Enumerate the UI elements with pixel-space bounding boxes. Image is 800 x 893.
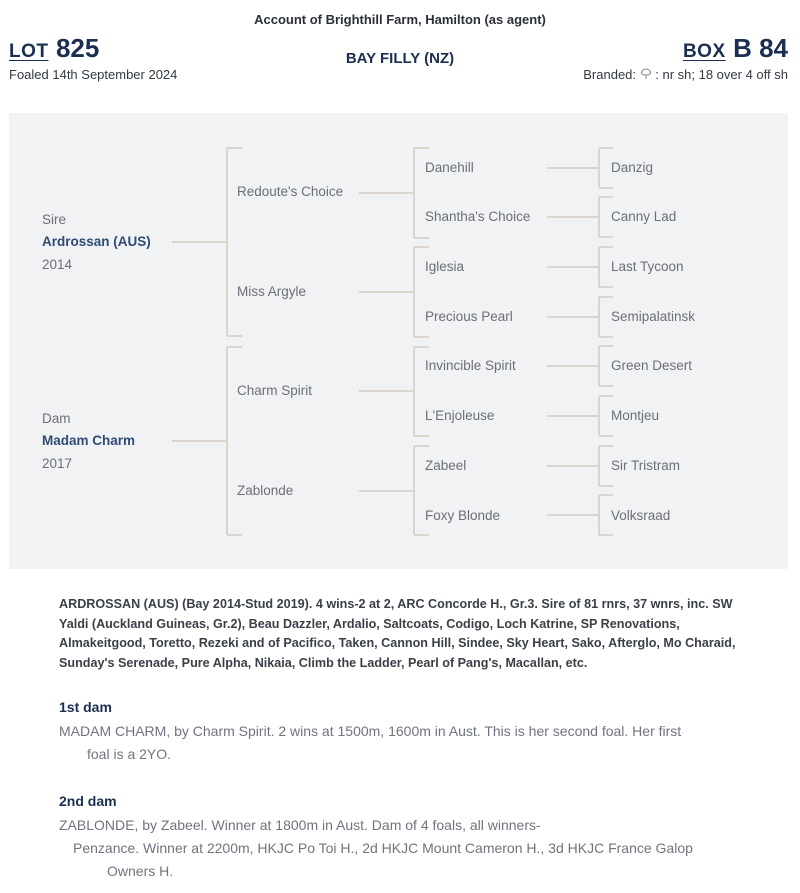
- first-dam-text: [59, 720, 681, 766]
- gen3-name: Iglesia: [425, 259, 465, 274]
- gen4-name: Semipalatinsk: [611, 309, 696, 324]
- pedigree-bracket-lines: [9, 113, 788, 569]
- sire-summary: ARDROSSAN (AUS) (Bay 2014-Stud 2019). 4 wins-2 at 2, ARC Concorde H., Gr.3. Sire of 81 rnrs, 37 wnrs, inc. SW Yaldi (Auckland Guineas, Gr.2), Beau Dazzler, Ardalio, Saltcoats, Codigo, Loch Katrine, SP Renovations, Almakeitgood, Toretto, Rezeki and of Pacifico, Taken, Cannon Hill, Sindee, Sky Heart, Sako, Afterglo, Mo Charaid, Sunday's Serenade, Pure Alpha, Nikaia, Climb the Ladder, Pearl of Pang's, Macallan, etc.: [59, 597, 736, 670]
- box-block: [583, 33, 788, 82]
- second-dam-line: Owners H.: [107, 863, 174, 879]
- horse-title: BAY FILLY (NZ): [345, 50, 455, 67]
- first-dam-line: MADAM CHARM, by Charm Spirit. 2 wins at 1500m, 1600m in Aust. This is her second foal. Her first: [59, 723, 682, 739]
- foaled-date: Foaled 14th September 2024: [9, 67, 178, 82]
- branded-suffix: : nr sh; 18 over 4 off sh: [655, 67, 788, 82]
- lot-label: LOT: [9, 41, 49, 62]
- gen2-name: Zablonde: [237, 483, 294, 498]
- gen3-name: Precious Pearl: [425, 309, 513, 324]
- gen2-name: Redoute's Choice: [237, 184, 344, 199]
- gen3-name: Foxy Blonde: [425, 508, 501, 523]
- box-number: B 84: [733, 33, 788, 63]
- brand-mark-icon: [640, 68, 652, 80]
- gen4-name: Sir Tristram: [611, 458, 680, 473]
- branded-prefix: Branded:: [583, 67, 637, 82]
- dam-name: Madam Charm: [42, 433, 136, 448]
- gen3-name: L'Enjoleuse: [425, 408, 495, 423]
- dam-role: Dam: [42, 411, 71, 426]
- second-dam-line: Penzance. Winner at 2200m, HKJC Po Toi H., 2d HKJC Mount Cameron H., 3d HKJC France Galop: [73, 840, 693, 856]
- gen2-name: Charm Spirit: [237, 383, 313, 398]
- sire-name: Ardrossan (AUS): [42, 234, 151, 249]
- vendor-line: Account of Brighthill Farm, Hamilton (as agent): [254, 12, 546, 27]
- gen3-name: Danehill: [425, 160, 474, 175]
- second-dam-line: ZABLONDE, by Zabeel. Winner at 1800m in Aust. Dam of 4 foals, all winners-: [59, 817, 541, 833]
- sire-role: Sire: [42, 212, 67, 227]
- gen2-name: Miss Argyle: [237, 284, 307, 299]
- second-dam-text: [59, 814, 693, 883]
- gen3-name: Zabeel: [425, 458, 467, 473]
- box-label: BOX: [682, 41, 726, 62]
- second-dam-heading: 2nd dam: [59, 793, 117, 809]
- gen4-name: Danzig: [611, 160, 654, 175]
- sire-year: 2014: [42, 257, 73, 272]
- gen4-name: Canny Lad: [611, 209, 677, 224]
- gen4-name: Volksraad: [611, 508, 671, 523]
- gen4-name: Last Tycoon: [611, 259, 684, 274]
- lot-number: 825: [55, 33, 100, 63]
- pedigree-panel: [9, 113, 788, 569]
- gen4-name: Green Desert: [611, 358, 693, 373]
- branded-info: [583, 67, 788, 82]
- gen3-name: Shantha's Choice: [425, 209, 531, 224]
- gen3-name: Invincible Spirit: [425, 358, 516, 373]
- first-dam-line: foal is a 2YO.: [87, 746, 172, 762]
- gen4-name: Montjeu: [611, 408, 660, 423]
- dam-year: 2017: [42, 456, 73, 471]
- first-dam-heading: 1st dam: [59, 699, 112, 715]
